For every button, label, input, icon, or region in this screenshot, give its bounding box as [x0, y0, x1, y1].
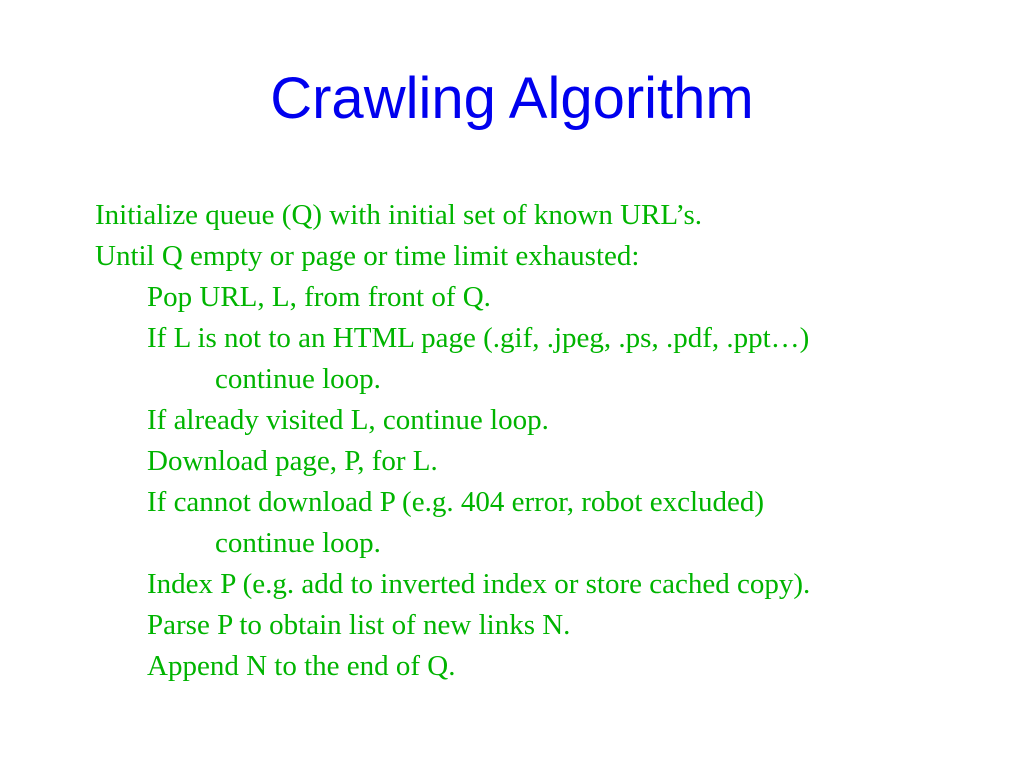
- slide-title: Crawling Algorithm: [270, 66, 754, 131]
- algorithm-steps: [95, 195, 995, 687]
- step-line: Until Q empty or page or time limit exhausted:: [95, 240, 640, 272]
- step-line: Parse P to obtain list of new links N.: [147, 609, 571, 641]
- step-line: If already visited L, continue loop.: [147, 404, 549, 436]
- step-line: continue loop.: [215, 527, 381, 559]
- step-line: Pop URL, L, from front of Q.: [147, 281, 491, 313]
- step-line: Append N to the end of Q.: [147, 650, 456, 682]
- step-line: continue loop.: [215, 363, 381, 395]
- step-line: If L is not to an HTML page (.gif, .jpeg, .ps, .pdf, .ppt…): [147, 322, 810, 354]
- step-line: If cannot download P (e.g. 404 error, robot excluded): [147, 486, 765, 518]
- step-line: Initialize queue (Q) with initial set of known URL’s.: [95, 199, 703, 231]
- step-line: Index P (e.g. add to inverted index or store cached copy).: [147, 568, 811, 600]
- step-line: Download page, P, for L.: [147, 445, 438, 477]
